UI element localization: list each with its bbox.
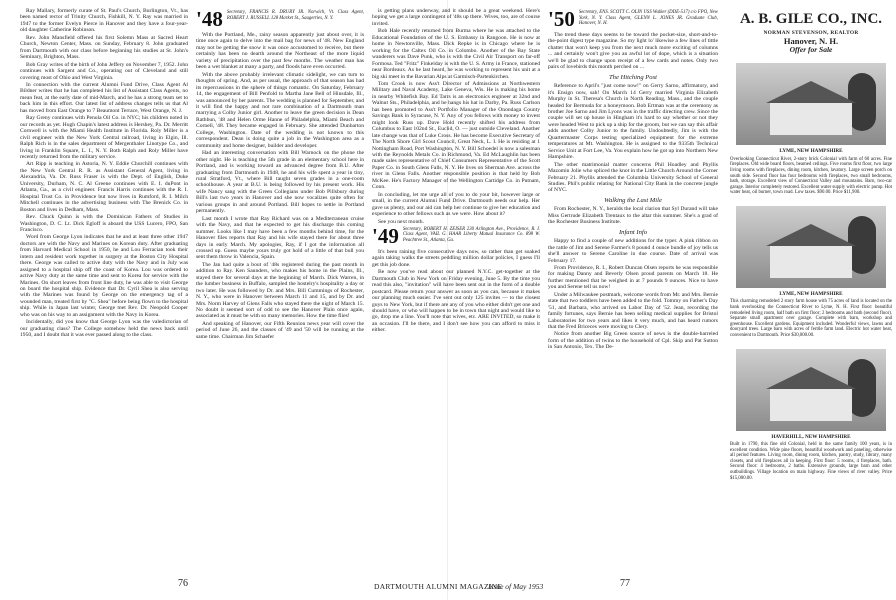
class-officers: Secretary, ENS. SCOTT C. OLIN USS Walker (DDE-517) c/o FPO, New York, N. Y. Class Agent, GLENN L. JONES JR. Graduate Club, Hanover, N. H. bbox=[578, 10, 718, 26]
paragraph: The Jan had quite a bout of '48s registered during the past month in addition to Ray. Ken Saunders, who makes his home in the Plains, Ill., stayed there for several days at the beginning of March. Dick Warren, in the lumber business in Buffalo, sampled the hostelry's hospitality a day or two later. He was followed by Dr. and Mrs. Bill Cummings of Rochester, N. Y., who were in Hanover between March 11 and 15, and by Dr. and Mrs. Norm Harvey of Glens Falls who stayed there the night of March 15. No doubt it seemed sort of odd to see the Hanover Plain once again, associated as it must be with so many memories. How the time flies! bbox=[196, 261, 364, 320]
paragraph: From Providence, R. I., Robert Duncan Olsen reports he was responsible for making Danny and Beverly Olsen proud parents on March 18. He further mentioned that he weighed in at 7 pounds 9 ounces. Nice to have you and Serene tell us now! bbox=[548, 264, 718, 291]
class-officers: Secretary, ROBERT H. ZEISER 230 Arlington Ave., Providence, R. I. Class Agent, VAIL G. HAAR Liberty Mutual Insurance Co. 898 W. Peachtree St., Atlanta, Ga. bbox=[402, 226, 540, 243]
column-3 bbox=[372, 8, 540, 576]
paragraph: In concluding, let me urge all of you to do your bit, however large or small, in the current Alumni Fund Drive. Dartmouth needs our help. Her gave us plenty, and our aid can help her continue to give her education and experience to other fellows such as we were. How about it? bbox=[372, 191, 540, 218]
listing-description: This charming remodeled 2 story farm house with 75 acres of land is located on the bank overlooking the Connecticut River to Lyme, N. H. First floor: beautiful remodeled living room, half bath on first floor; 2 bedrooms and bath (second floor). Separate small apartment over garage. Complete with barn, workshop and greenhouse. Excellent gardens. Equipment included. Wonderful views, lawns and dooryard trees. Large barn with acres of fertile farm land. Electric hot water heat, convenient to Dartmouth. Price $30,000.00. bbox=[730, 299, 892, 338]
paragraph: Ray Mallary, formerly curate of St. Paul's Church, Burlington, Vt., has been named rector of Trinity Church, Fishkill, N. Y. Ray was married in 1947 to the former Evelyn Pierce in Hanover and they have a four-year-old daughter Catherine Robinson. bbox=[20, 8, 188, 34]
listing-caption: LYME, NEW HAMPSHIRE bbox=[779, 290, 843, 297]
listing-description: Built in 1790, this fine old Colonial, held in the same family 100 years, is in excellent condition. Wide pine floors, beautiful woodwork and paneling, otherwise all period features. Living room, dining room, kitchen, pantry, study, library, many closets, and old fireplaces all in keeping. First floor: 5 rooms, 4 fireplaces, bath. Second floor: 4 bedrooms, 2 baths. Extensive grounds, large barn and other outbuildings. Village location on main highway. Fine views of river valley. Price $15,000.00. bbox=[730, 442, 892, 481]
column-2 bbox=[196, 8, 364, 576]
class-year: '49 bbox=[372, 223, 399, 248]
paragraph: The trend these days seems to be toward the pocket-size, short-and-to-the-point digest type magazine. So my light lo' likewise a few lines of tittle chatter that won't keep you from the next much more exciting of columns ... and certainly won't give you an awful lot of dope, which is a situation we'll be glad to change upon receipt of a few cards and notes. Only two pairs of lovebirds this month perched on ... bbox=[548, 32, 718, 71]
paragraph: It's been raining five consecutive days now, so rather than get soaked again taking walks the streets peddling million dollar policies, I guess I'll get this job done. bbox=[372, 248, 540, 268]
listing-caption: LYME, NEW HAMPSHIRE bbox=[779, 148, 843, 155]
paragraph: Rev. John Mansfield offered his first Solemn Mass at Sacred Heart Church, Newton Center, Mass. on Sunday, February 8. John graduated from Dartmouth with our class before beginning his studies at St. John's Seminary, Brighton, Mass. bbox=[20, 34, 188, 61]
paragraph: Ray Greny continues with Penola Oil Co. in NYC; his children noted in our records as yet. Hugh Chapin's latest address is Hershey, Pa. Dr. Merritt Cornwell is with the Miami Health Institute in Florida. Roly Miller is a civil engineer with the New York Central railroad, living in Elgin, Ill. Ralph Rich is in the sales department of Mergenthaler Linotype Co., and living in Franklin Square, L. I., N. Y. Both Ralph and Roly Miller have recently returned from the military service. bbox=[20, 115, 188, 160]
issue-date: Issue of May 1953 bbox=[488, 582, 544, 591]
paragraph: Reference to April's "just come now!" on Gerry Sarno, affirmatory, and it's Ensign now, sah! On March 14 Gerry married Virginia Elizabeth Murphy in St. Theresa's Church in North Reading, Mass., and the couple headed for Bermuda for a honeymoon. Bob Ertman was at the ceremony as brother Joe Sarno and Jim Lyons was in the traffic directing crew. Since the couple will set up house in Hingham it's hard to say whether or not they were headed West to pick up a ship for the groom, but we can say this affair adds another Colby Junior to the family. Undoubtedly, Jim is with the Quartermaster Corps testing specialized equipment for the extreme temperatures at Mt. Washington. He is assigned to the 9335th Technical Service Unit at Fort Lee, Va. You explain how he got up into Northern New Hampshire. bbox=[548, 83, 718, 161]
roof-shape bbox=[766, 81, 856, 103]
class-officers: Secretary, FRANCIS R. DRURY JR. Norwich, Vt. Class Agent, ROBERT J. RUSSELL 128 Market St., Saugerties, N. Y. bbox=[226, 10, 364, 21]
paragraph: In connection with the current Alumni Fund Drive, Class Agent Al Bildner writes that he has completed his list of Assistant Class Agents, no mean feat, at the early date of mid-March, and he has a strong team set to back him in this effort. Our latest list of address changes tells us that Al has moved from East Orange to 7 Beaumont Terrace, West Orange, N. J. bbox=[20, 81, 188, 114]
house-photo bbox=[736, 63, 886, 145]
paragraph: Be now you've read about our planned N.Y.C. get-together at the Dartmouth Club in New York on Friday evening, June 5. By the time you read this also, "invitation" will have been sent out in the form of a double postcard. Please return your answer as soon as you can, because it makes our planning much easier. I've sent out only 125 invites — to the closest guys to New York, but if there are any of you who either didn't get one and should have, or who will happen to be in town that night and would like to go, drop me a line. You'll note that wives, etc. ARE INVITED, so make it an occasion. I'll be there, and I don't see how you can afford to miss it either. bbox=[372, 269, 540, 334]
paragraph: The other matrimonial matter concerns Phil Hoadley and Phyllis Mazomin Jolie who spliced the knot in the Little Church Around the Corner February 21. Phyllis attended the Columbia University School of General Studies. Phil's public relating for National City Bank in the concrete jungle of NYC. bbox=[548, 161, 718, 194]
magazine-name: DARTMOUTH ALUMNI MAGAZINE bbox=[374, 582, 503, 591]
ad-subtitle: NORMAN STEVENSON, REALTOR bbox=[763, 30, 859, 36]
paragraph: Had an interesting conversation with Bill Warnock on the phone the other night. He is teaching the 5th grade in an elementary school here in Portland, and is working toward an advanced degree from B.U. After graduating from Dartmouth in 1948, he and his wife spent a year in tiny, rural Stratford, Vt., where Bill taught seven grades in a one-room schoolhouse. A year at B.U. is being followed by his present work. His wife Nancy sang with the Green Collegians under Bob Pillsbury during Bill's last two years in Hanover and she now vocalizes quite often for various groups in and around Portland. Bill hopes to settle in Portland permanently. bbox=[196, 150, 364, 215]
paragraph: Rev. Chuck Quinn is with the Dominican Fathers of Studies in Washington, D. C. Lt. Dick Egloff is aboard the USS Lucero, FPO, San Francisco. bbox=[20, 214, 188, 233]
paragraph: From Rochester, N. Y., heralds the local clarion that Syl Durand will take Miss Gertrude Elizabeth Trentaux to the altar this summer. She's a grad of the Rochester Business Institute. bbox=[548, 206, 718, 226]
class-year: '48 bbox=[196, 8, 223, 31]
paragraph: And speaking of Hanover, our Fifth Reunion news year will cover the period of June 26, and the classes of '49 and '50 will be running at the same time. Chairman Jim Schaefer bbox=[196, 320, 364, 340]
paragraph: is getting plans underway, and it should be a great weekend. Here's hoping we get a large contingent of '48s up there. Wives, too, are of course invited. bbox=[372, 8, 540, 27]
house-photo bbox=[736, 206, 886, 288]
paragraph: With the above probably irrelevant climatic sidelight, we can turn to thoughts of spring. And, as per usual, the approach of that season has had its repercussions in the sphere of things romantic. On Saturday, February 14, the engagement of Bill Penfold to Martha Jane Bell of Hinsdale, Ill., was announced by her parents. The wedding is planned for September, and it will find the happy and not rare combination of a Dartmouth man marrying a Colby Junior girl. Another to leave the green decision is Dean Rathbun, '48 and Helen Orme Hanne of Philadelphia, Miami Beach and Cornell, '48. They became engaged in February. She attended Dunbarton College, Washington. Date of the wedding is not known to this correspondent. Dean is doing quite a job in the Washington area as a community and home designer, builder and developer. bbox=[196, 71, 364, 149]
roof-shape bbox=[766, 224, 856, 246]
paragraph: Tom Crook is now Ass't Director of Admissions at Northwestern Military and Naval Academy, Lake Geneva, Wis. He is making his home in nearby Whitefish Bay. Ed Tarrs is an electronics engineer at 32nd and Walnut Sts., Philadelphia, and he hangs his hat in Darby, Pa. Russ Carlson has been promoted to Ass't Portfolio Manager of the Onondaga County Savings Bank in Syracuse, N. Y. Any of you fellows with money to invest might look Russ up. Dave Hold recently shifted his address from Columbus to East 102nd St., Euclid, O. — just outside Cleveland. Another late change was that of Luke Cross. He has become Executive Secretary of The North Shore Girl Scout Council, Great Neck, L. I. He is residing at 1 Nottingham Road, Port Washington, N. Y. Bill Schoedel is now a salesman with the Reynolds Metals Co. in Richmond, Va. Ed McLaughlin has been made sales representative of Chief Consumers Representative of the Scott Paper Co. in South Glens Falls, N. Y. He lives on Sherman Ave. across the river in Glens Falls. Another responsible position is that held by Bob McKee. He's Factory Manager of the Wellington Cartidge Co. in Putnam, Conn. bbox=[372, 80, 540, 191]
house-photo bbox=[736, 349, 886, 431]
paragraph: Incidentally, did you know that George Lyon was the valedictorian of our graduating class? The College somehow held the news back until 1950, and I doubt that it was ever passed along to the class. bbox=[20, 319, 188, 339]
ad-title: A. B. GILE CO., INC. bbox=[739, 11, 883, 27]
class-49-header bbox=[372, 223, 540, 248]
paragraph: Notice from another Big Green source of news is the double-barreled form of the addition of twins to the household of Cpl. Skip and Pat Sutton in San Antonio, Tex. The De- bbox=[548, 331, 718, 351]
paragraph: Under a Milwaukee postmark, welcome words from Mr. and Mrs. Bernie state that two toddlers have been added to the fold. Tommy on Father's Day '51, and Barbara, who arrived on Labor Day of '52. Jean, recording the family fortunes, says Bernie has been selling medical supplies for Bristol Laboratories for two years and likes it very much, and has heard rumors that the Fred Briceces were moving to Clery. bbox=[548, 291, 718, 331]
paragraph: Art Ripp is teaching in Astoria, N. Y. Eddie Churchill continues with the New York Central R. R. as Assistant General Agent, living in Alexandria, Va. Dr. Russ Fraser is with the Dept. of English, Duke University, Durham, N. C. Al Greene continues with E. I. duPont in Atlanta, Ga., as a civil engineer. Francis Harris continues with the R. I. Hospital Trust Co. in Providence but now lives in Rumford, R. I. Milch Mitchell continues in the advertising business with The Brenick Co. in Boston and lives in Dedham, Mass. bbox=[20, 161, 188, 213]
page-number-left: 76 bbox=[178, 578, 188, 589]
class-48-header bbox=[196, 10, 364, 29]
paragraph: Bob Gray writes of the birth of John Jeffery on November 7, 1952. John continues with Sargent and Co., operating out of Cleveland and still covering most of Ohio and West Virginia. bbox=[20, 61, 188, 81]
house-shape bbox=[770, 103, 852, 135]
listing-description: Overlooking Connecticut River, 2-story brick Colonial with farm of 60 acres. Fine fireplaces. Old wide board floors, beamed ceilings. Five rooms first floor, two large living rooms with fireplaces, dining room, kitchen, lavatory. Large screen porch on south side. Second floor has four bedrooms with fireplaces, two small bedrooms, bath, storage. Excellent view of Connecticut Valley and mountains. Barn, two-car garage. Interior completely restored. Excellent water supply with electric pump. Hot water heat, oil burner, town road. Low taxes. $90.00. Price $11,900. bbox=[730, 156, 892, 196]
house-shape bbox=[770, 246, 852, 278]
paragraph: Bob Hale recently returned from Burma where he was attached to the Educational Foundation of the U. S. Embassy in Rangoon. He is now at home in Newtonville, Mass. Dick Repke is in Chicago where he is working for the Caltex Oil Co. in Colombo. Another of the Bay State wanderers was Dave Punk, who is with the Civil Air Transport on far-off Formosa. Ted "Fritz" Finkelday is with the U. S. Army in France, stationed near Bordeaux. As he last heard, he was working to represent his unit at a big ski meet in the Bavarian Alps at Garmisch-Partenkirchen. bbox=[372, 28, 540, 80]
section-heading: Infant Info bbox=[618, 228, 648, 236]
ad-location: Hanover, N. H. bbox=[783, 36, 839, 47]
roof-shape bbox=[766, 367, 856, 389]
class-50-header bbox=[548, 10, 718, 29]
paragraph: See you next month. bbox=[378, 218, 424, 225]
listing-caption: HAVERHILL, NEW HAMPSHIRE bbox=[771, 433, 851, 440]
house-shape bbox=[770, 389, 852, 421]
column-1 bbox=[20, 8, 188, 576]
section-heading: The Hitching Post bbox=[609, 73, 657, 81]
page-number-right: 77 bbox=[620, 578, 630, 589]
paragraph: Last month I wrote that Ray Richard was on a Mediterranean cruise with the Navy, and that he expected to get his discharge this coming summer. Looks like I may have been a few months behind time, for the Hanover files reports that Ray and his wife stayed there for about three days in early March. My apologies, Ray, if I got the information all crossed up. Guess maybe yours truly got hold of a little of that bull you sent them throw in Valencia, Spain. bbox=[196, 215, 364, 261]
ad-offer: Offer for Sale bbox=[789, 44, 833, 54]
paragraph: Happy to find a couple of new additions for the typer. A pink ribbon on the rattle of Jim and Serene Farmer's 8 pound 4 ounce bundle of joy tells us she'll answer to Serene Caroline in due course. Date of arrival was February 17. bbox=[548, 238, 718, 264]
paragraph: With the Portland, Me., rainy season apparently just about over, it is time once again to delve into the mail bag for news of '48. New England may not be getting the snow it was once accustomed to receive, but there certainly has been no dearth around the Northeast of the more liquid variety of precipitation over the past few months. The weather man has been a wet blanket at many a party, and floods have even occurred. bbox=[196, 32, 364, 71]
column-4 bbox=[548, 8, 718, 576]
class-year: '50 bbox=[548, 8, 575, 31]
real-estate-ad bbox=[730, 8, 892, 576]
paragraph: Word from George Lyon indicates that he and at least three other 1947 doctors are with the Navy and Marines on Korean duty. After graduating from Harvard Medical School in 1950, he and Lou Ferracian took their intern and resident work together in surgery at the Boston City Hospital there. George was called to active duty with the Navy and in July was assigned to a hospital ship off the coast of Korea. Lou was ordered to active Navy duty at the same time and sent to Korea for service with the Marines. On short leaves from front line duty, he was able to visit George on board the hospital ship. Evidence that Dr. Cyril Shea is also serving with the Marines was found by George on the emergency tag of a wounded man, treated first by "C. Shea" before being flown to the hospital ship. While in Japan last winter, George met Rev. Dr. Neopold Cooper who was on his way to an assignment with the Navy in Korea. bbox=[20, 234, 188, 318]
section-heading: Walking the Last Mile bbox=[604, 196, 662, 204]
